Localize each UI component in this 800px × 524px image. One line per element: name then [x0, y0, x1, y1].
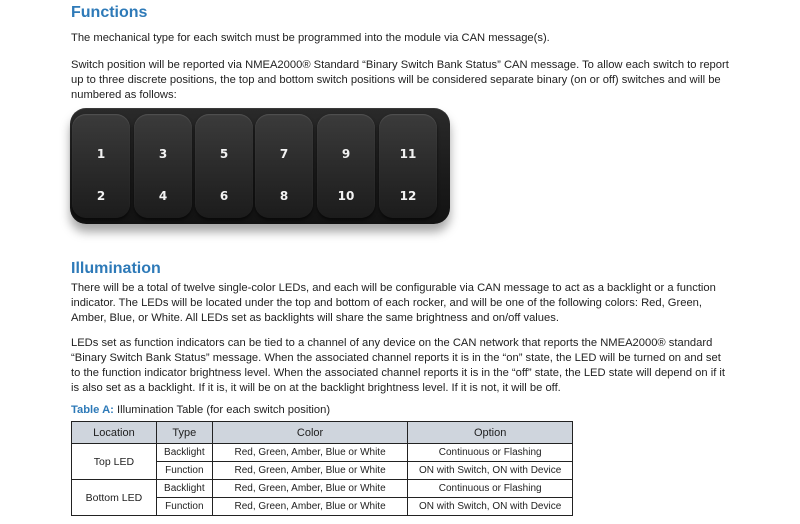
switch-number-bottom: 4	[158, 189, 168, 203]
header-location: Location	[72, 422, 157, 444]
table-row	[72, 444, 573, 462]
switch-number-top: 1	[96, 147, 106, 161]
table-header-row	[72, 422, 573, 444]
type-cell: Backlight	[156, 444, 212, 462]
rocker-switch	[195, 114, 253, 218]
rocker-switch	[134, 114, 192, 218]
type-cell: Function	[156, 462, 212, 480]
switch-number-bottom: 2	[96, 189, 106, 203]
rocker-switch	[317, 114, 375, 218]
illumination-paragraph-1: There will be a total of twelve single-color LEDs, and each will be configurable via CAN message to act as a backlight or a function indicator. The LEDs will be located under the top and bottom of each rocker, and will be one of the following colors: Red, Green, Amber, Blue, or White. All LEDs set as backlights will share the same brightness and on/off values.	[71, 282, 716, 324]
option-cell: Continuous or Flashing	[408, 444, 573, 462]
illumination-paragraph-2: LEDs set as function indicators can be tied to a channel of any device on the CAN network that reports the NMEA2000® standard “Binary Switch Bank Status” message. When the associated channel reports it is in the “on” state, the LED will be turned on and set to the function indicator brightness level. When the associated channel reports it is in the “off” state, the LED state will depend on if it is also set as a backlight. If it is, it will be on at the backlight brightness level. If it is not, it will be off.	[71, 337, 726, 394]
color-cell: Red, Green, Amber, Blue or White	[212, 480, 408, 498]
switch-number-bottom: 12	[399, 189, 417, 203]
type-cell: Function	[156, 498, 212, 516]
switch-number-top: 9	[341, 147, 351, 161]
illumination-table	[71, 421, 573, 516]
color-cell: Red, Green, Amber, Blue or White	[212, 444, 408, 462]
switch-bank-image	[70, 108, 450, 224]
location-cell: Bottom LED	[72, 480, 157, 516]
header-color: Color	[212, 422, 408, 444]
switch-number-top: 3	[158, 147, 168, 161]
rocker-switch	[255, 114, 313, 218]
switch-number-bottom: 10	[337, 189, 355, 203]
color-cell: Red, Green, Amber, Blue or White	[212, 498, 408, 516]
color-cell: Red, Green, Amber, Blue or White	[212, 462, 408, 480]
switch-number-top: 5	[219, 147, 229, 161]
functions-heading: Functions	[71, 4, 148, 21]
illumination-heading: Illumination	[71, 260, 161, 277]
table-row	[72, 480, 573, 498]
header-type: Type	[156, 422, 212, 444]
table-caption-text: Illumination Table (for each switch position)	[113, 404, 331, 416]
switch-number-bottom: 6	[219, 189, 229, 203]
switch-number-top: 11	[399, 147, 417, 161]
type-cell: Backlight	[156, 480, 212, 498]
header-option: Option	[408, 422, 573, 444]
option-cell: ON with Switch, ON with Device	[408, 498, 573, 516]
table-caption	[71, 404, 330, 416]
switch-number-top: 7	[279, 147, 289, 161]
option-cell: Continuous or Flashing	[408, 480, 573, 498]
rocker-switch	[72, 114, 130, 218]
location-cell: Top LED	[72, 444, 157, 480]
table-caption-label: Table A:	[71, 404, 114, 416]
rocker-switch	[379, 114, 437, 218]
functions-paragraph-2: Switch position will be reported via NMEA2000® Standard “Binary Switch Bank Status” CAN message. To allow each switch to report up to three discrete positions, the top and bottom switch positions will be considered separate binary (on or off) switches and will be numbered as follows:	[71, 59, 729, 101]
switch-number-bottom: 8	[279, 189, 289, 203]
option-cell: ON with Switch, ON with Device	[408, 462, 573, 480]
functions-paragraph-1: The mechanical type for each switch must be programmed into the module via CAN message(s).	[71, 32, 550, 44]
